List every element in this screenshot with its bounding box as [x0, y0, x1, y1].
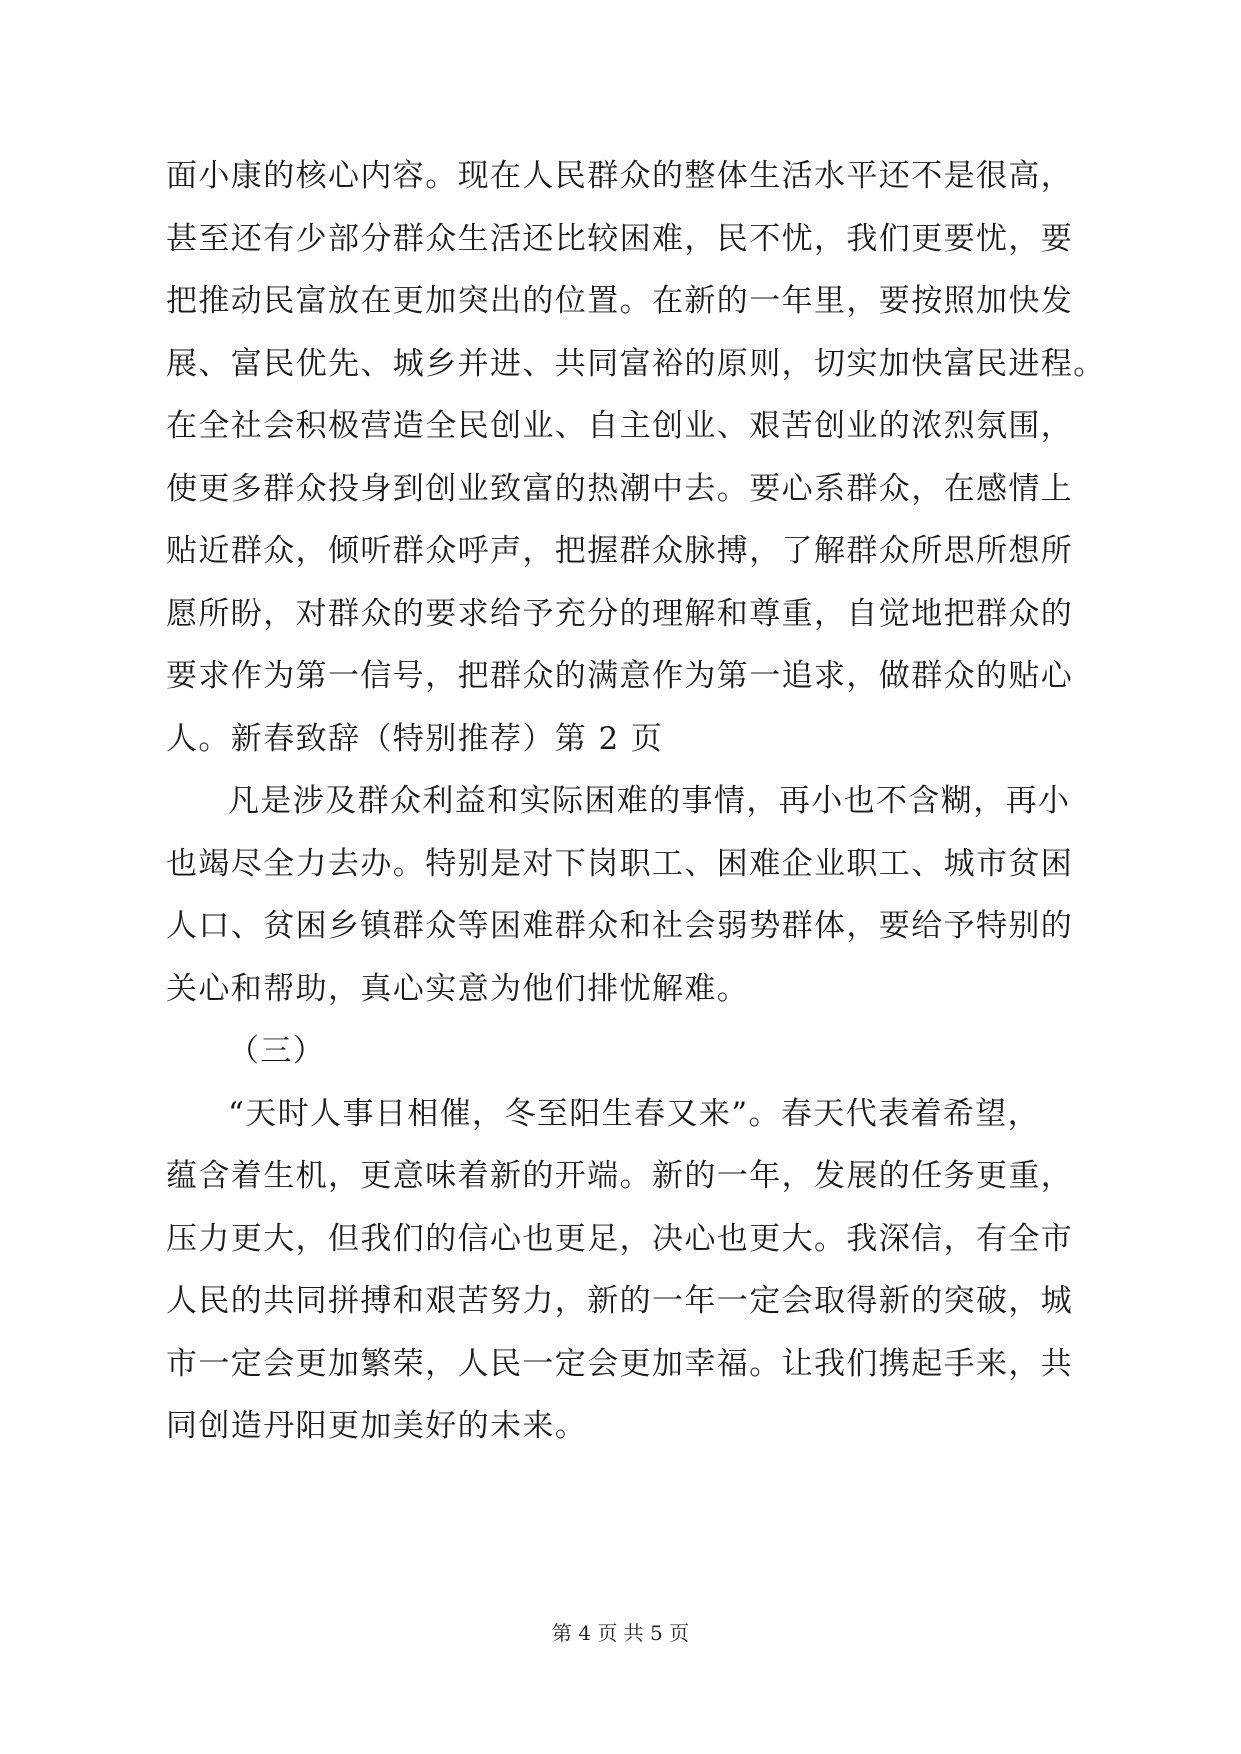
text-line: 人口、贫困乡镇群众等困难群众和社会弱势群体，要给予特别的: [166, 908, 1074, 944]
text-line: 蕴含着生机，更意味着新的开端。新的一年，发展的任务更重，: [166, 1158, 1074, 1194]
text-line: 使更多群众投身到创业致富的热潮中去。要心系群众，在感情上: [166, 470, 1074, 507]
text-line: 在全社会积极营造全民创业、自主创业、艰苦创业的浓烈氛围，: [166, 408, 1074, 444]
text-line: 同创造丹阳更加美好的未来。: [166, 1408, 588, 1444]
text-line: 把推动民富放在更加突出的位置。在新的一年里，要按照加快发: [166, 283, 1074, 319]
text-line: 面小康的核心内容。现在人民群众的整体生活水平还不是很高，: [166, 158, 1074, 194]
text-line: 人民的共同拼搏和艰苦努力，新的一年一定会取得新的突破，城: [166, 1283, 1074, 1319]
text-line: 关心和帮助，真心实意为他们排忧解难。: [166, 970, 750, 1007]
paragraph-start-line: 凡是涉及群众利益和实际困难的事情，再小也不含糊，再小: [228, 783, 1071, 819]
text-line: 要求作为第一信号，把群众的满意作为第一追求，做群众的贴心: [166, 658, 1074, 694]
text-line: 市一定会更加繁荣，人民一定会更加幸福。让我们携起手来，共: [166, 1345, 1074, 1382]
paragraph-start-line: “天时人事日相催，冬至阳生春又来”。春天代表着希望，: [228, 1095, 1041, 1132]
text-line: 人。新春致辞（特别推荐）第 2 页: [166, 720, 664, 757]
text-line: 展、富民优先、城乡并进、共同富裕的原则，切实加快富民进程。: [166, 345, 1106, 382]
section-heading: （三）: [228, 1033, 326, 1069]
text-line: 贴近群众，倾听群众呼声，把握群众脉搏，了解群众所思所想所: [166, 533, 1074, 569]
text-line: 愿所盼，对群众的要求给予充分的理解和尊重，自觉地把群众的: [166, 595, 1074, 632]
page-number-footer: 第 4 页 共 5 页: [551, 1621, 690, 1645]
text-line: 甚至还有少部分群众生活还比较困难，民不忧，我们更要忧，要: [166, 220, 1074, 257]
document-body: [166, 156, 1106, 1469]
text-line: 压力更大，但我们的信心也更足，决心也更大。我深信，有全市: [166, 1220, 1074, 1257]
text-line: 也竭尽全力去办。特别是对下岗职工、困难企业职工、城市贫困: [166, 845, 1074, 882]
